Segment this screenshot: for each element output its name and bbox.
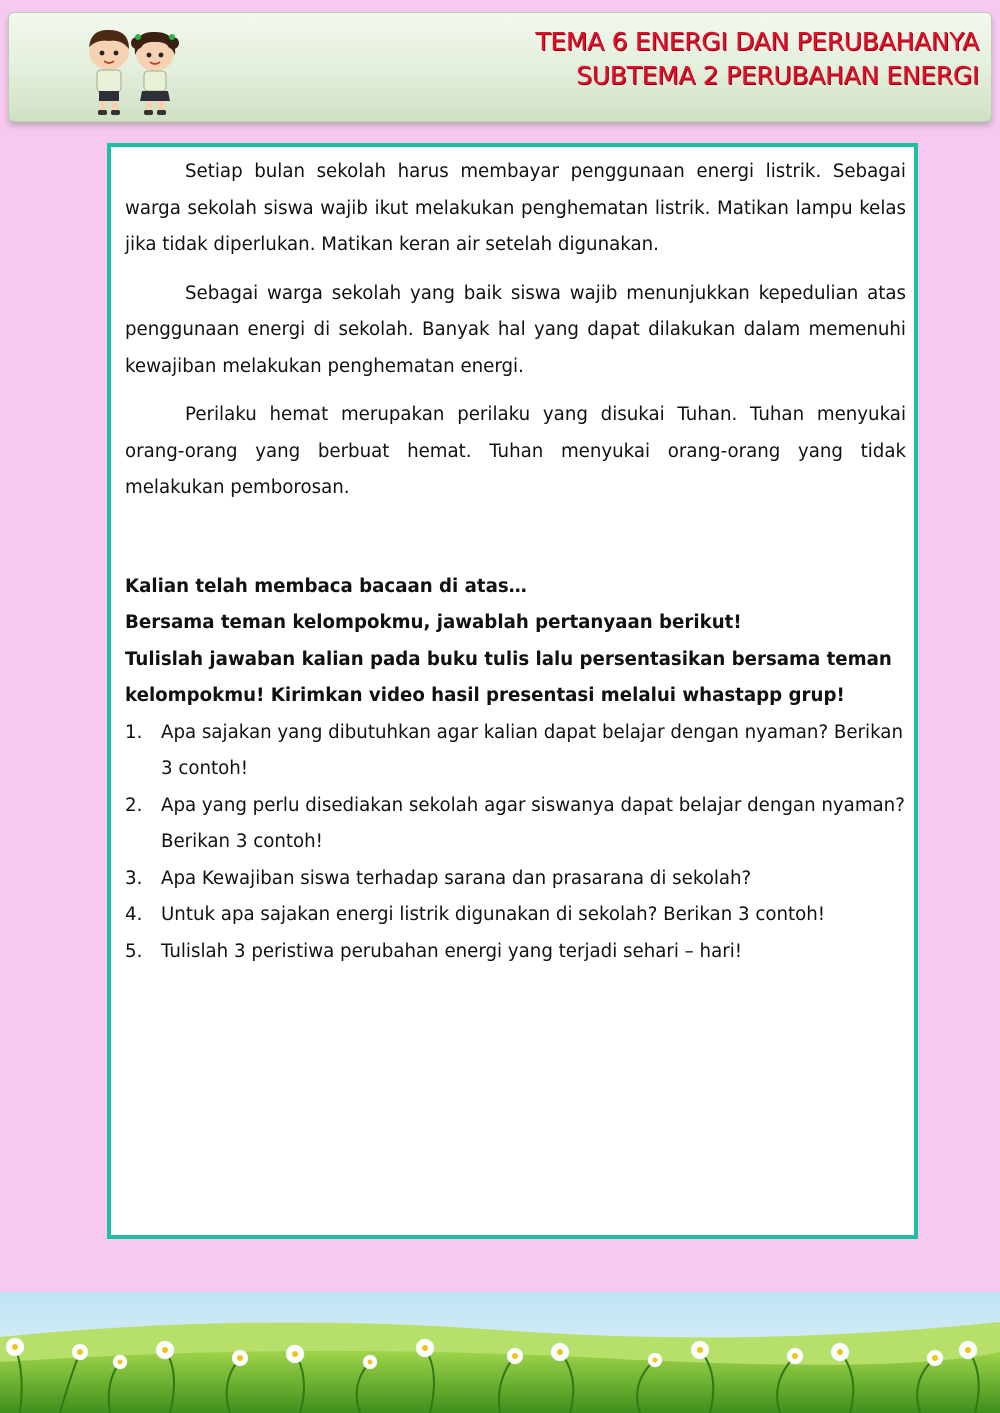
reading-paragraph: Perilaku hemat merupakan perilaku yang disukai Tuhan. Tuhan menyukai orang-orang yang berbuat hemat. Tuhan menyukai orang-orang yang tidak melakukan pemborosan.	[125, 404, 906, 498]
instruction-line: Bersama teman kelompokmu, jawablah pertanyaan berikut!	[125, 612, 742, 633]
question-list	[125, 715, 906, 971]
question-text: Apa yang perlu disediakan sekolah agar siswanya dapat belajar dengan nyaman? Berikan 3 contoh!	[161, 794, 905, 852]
question-item	[125, 715, 906, 788]
question-number: 5.	[125, 940, 143, 962]
title-line-2: SUBTEMA 2 PERUBAHAN ENERGI	[576, 61, 979, 90]
question-text: Apa sajakan yang dibutuhkan agar kalian dapat belajar dengan nyaman? Berikan 3 contoh!	[161, 721, 903, 779]
question-text: Tulislah 3 peristiwa perubahan energi yang terjadi sehari – hari!	[161, 940, 743, 962]
question-number: 1.	[125, 721, 143, 743]
question-number: 2.	[125, 794, 143, 816]
question-item	[125, 788, 906, 861]
question-text: Untuk apa sajakan energi listrik digunakan di sekolah? Berikan 3 contoh!	[161, 904, 826, 925]
question-item	[125, 934, 906, 971]
meadow-footer-image	[0, 1292, 1000, 1413]
instruction-line: Kalian telah membaca bacaan di atas…	[125, 575, 527, 597]
instruction-line: Tulislah jawaban kalian pada buku tulis lalu persentasikan bersama teman kelompokmu! Kirimkan video hasil presentasi melalui whastapp grup!	[125, 648, 892, 706]
content-frame	[107, 143, 918, 1239]
page-title	[535, 25, 979, 93]
question-text: Apa Kewajiban siswa terhadap sarana dan prasarana di sekolah?	[161, 867, 752, 889]
children-icon	[71, 21, 191, 117]
title-line-1: TEMA 6 ENERGI DAN PERUBAHANYA	[535, 27, 979, 56]
reading-paragraph: Sebagai warga sekolah yang baik siswa wajib menunjukkan kepedulian atas penggunaan energi di sekolah. Banyak hal yang dapat dilakukan dalam memenuhi kewajiban melakukan penghematan energi.	[125, 282, 906, 377]
worksheet-content	[125, 154, 906, 970]
header-banner	[8, 12, 992, 122]
question-item	[125, 897, 906, 934]
question-number: 3.	[125, 867, 143, 889]
question-item	[125, 861, 906, 898]
reading-paragraph: Setiap bulan sekolah harus membayar penggunaan energi listrik. Sebagai warga sekolah siswa wajib ikut melakukan penghematan listrik. Matikan lampu kelas jika tidak diperlukan. Matikan keran air setelah digunakan.	[125, 161, 906, 255]
question-number: 4.	[125, 904, 143, 925]
